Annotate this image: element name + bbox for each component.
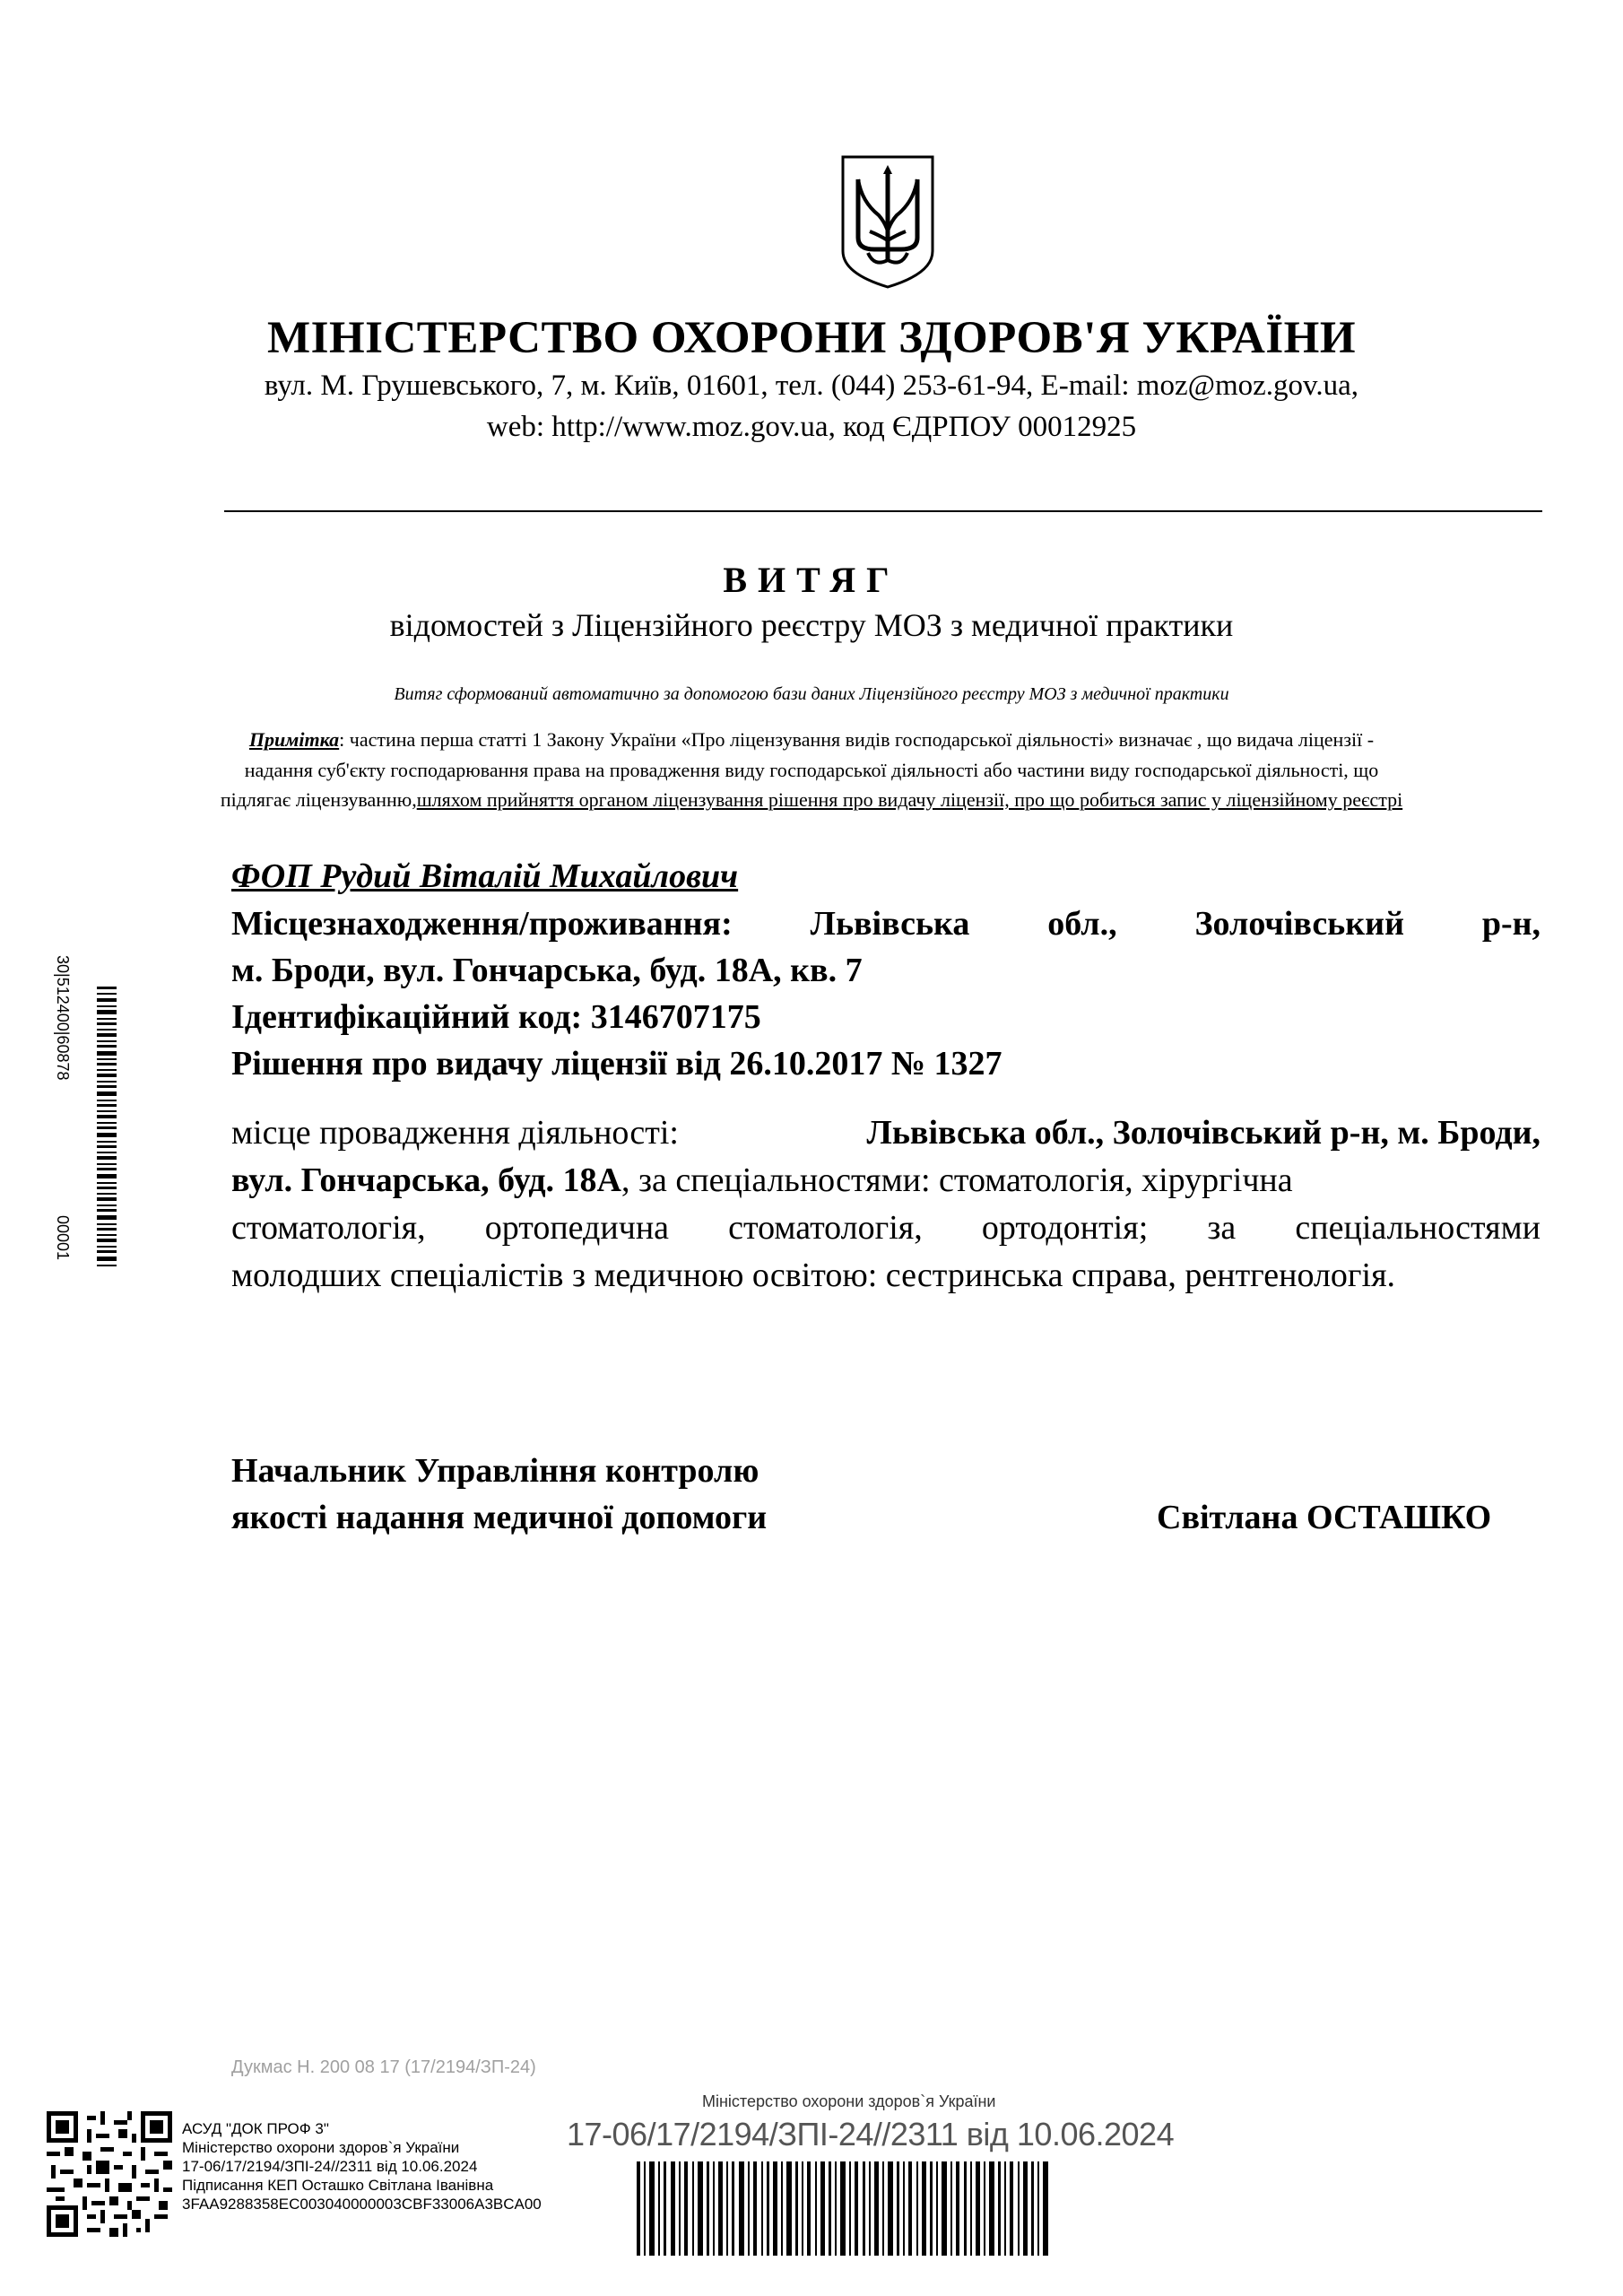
location-word: Львівська xyxy=(810,905,970,943)
ministry-web-and-code: web: http://www.moz.gov.ua, код ЄДРПОУ 00012925 xyxy=(486,411,1137,443)
executor-info: Дукмас Н. 200 08 17 (17/2194/ЗП-24) xyxy=(231,2057,536,2077)
activity-place: Львівська обл., Золочівський р-н, м. Броди, xyxy=(866,1114,1541,1152)
legal-note-label: Примітка xyxy=(248,728,340,751)
activity-word: спеціальностями xyxy=(1295,1209,1541,1247)
signatory-title: Начальник Управління контролю xyxy=(231,1452,759,1490)
identification-code: Ідентифікаційний код: 3146707175 xyxy=(231,998,761,1036)
document-title: ВИТЯГ xyxy=(723,560,900,600)
activity-line: молодших спеціалістів з медичною освітою: сестринська справа, рентгенологія. xyxy=(231,1257,1396,1294)
signatory-title: якості надання медичної допомоги xyxy=(231,1499,768,1536)
legal-note-text: підлягає ліцензуванню, xyxy=(220,788,417,811)
activity-word: ортодонтія; xyxy=(981,1209,1149,1247)
barcode-text: 30|512400|60878 xyxy=(54,955,72,1081)
legal-note-line xyxy=(0,728,1623,752)
activity-street: вул. Гончарська, буд. 18А xyxy=(231,1161,621,1199)
location-word: Золочівський xyxy=(1194,905,1404,943)
legal-note-underlined-text: шляхом прийняття органом ліцензування рішення про видачу ліцензії, про що робиться запис у ліцензійному реєстрі xyxy=(416,788,1403,811)
footer-info-line: АСУД "ДОК ПРОФ 3" xyxy=(182,2120,329,2137)
legal-note-text: : частина перша статті 1 Закону України «Про ліцензування видів господарської діяльності» визначає , що видача ліцензії - xyxy=(339,728,1375,751)
legal-note-line: надання суб'єкту господарювання права на провадження виду господарської діяльності або частини виду господарської діяльності, що xyxy=(244,759,1379,781)
registration-stamp-org: Міністерство охорони здоров`я України xyxy=(702,2092,996,2110)
signatory-name: Світлана ОСТАШКО xyxy=(1157,1499,1492,1536)
qr-code-icon xyxy=(47,2111,172,2237)
licensee-location xyxy=(231,904,1541,944)
barcode-icon xyxy=(628,2161,1058,2256)
document-subtitle: відомостей з Ліцензійного реєстру МОЗ з медичної практики xyxy=(389,607,1234,643)
auto-generated-note: Витяг сформований автоматично за допомогою бази даних Ліцензійного реєстру МОЗ з медичної практики xyxy=(394,684,1229,704)
footer-info-line: 3FAA9288358EC003040000003CBF33006A3BCA00 xyxy=(182,2196,542,2213)
activity-word: за xyxy=(1207,1209,1237,1247)
location-word: Місцезнаходження/проживання: xyxy=(231,905,733,943)
activity-line xyxy=(231,1208,1541,1248)
registration-number: 17-06/17/2194/ЗПІ-24//2311 від 10.06.2024 xyxy=(567,2116,1175,2152)
activity-line xyxy=(231,1161,1541,1200)
trident-coat-of-arms-icon xyxy=(838,152,937,291)
ministry-name: МІНІСТЕРСТВО ОХОРОНИ ЗДОРОВ'Я УКРАЇНИ xyxy=(266,313,1357,363)
activity-line xyxy=(231,1113,1541,1152)
license-decision: Рішення про видачу ліцензії від 26.10.2017 № 1327 xyxy=(231,1045,1002,1083)
footer-info-line: 17-06/17/2194/ЗПІ-24//2311 від 10.06.2024 xyxy=(182,2158,478,2175)
footer-info-line: Підписання КЕП Осташко Світлана Іванівна xyxy=(182,2177,494,2194)
barcode-text: 00001 xyxy=(54,1215,72,1261)
location-word: р-н, xyxy=(1481,905,1541,943)
activity-word: ортопедична xyxy=(484,1209,670,1247)
legal-note-line xyxy=(0,788,1623,812)
activity-label: місце провадження діяльності: xyxy=(231,1114,679,1152)
location-word: обл., xyxy=(1047,905,1117,943)
ministry-address: вул. М. Грушевського, 7, м. Київ, 01601, тел. (044) 253-61-94, E-mail: moz@moz.gov.ua, xyxy=(264,370,1359,402)
activity-specialties: , за спеціальностями: стоматологія, хірургічна xyxy=(621,1161,1293,1199)
licensee-name: ФОП Рудий Віталій Михайлович xyxy=(231,857,739,895)
licensee-address: м. Броди, вул. Гончарська, буд. 18А, кв. 7 xyxy=(231,952,863,989)
vertical-barcode-icon xyxy=(43,951,124,1283)
header-divider xyxy=(224,510,1542,512)
activity-word: стоматологія, xyxy=(728,1209,923,1247)
footer-info-line: Міністерство охорони здоров`я України xyxy=(182,2139,460,2156)
activity-word: стоматологія, xyxy=(231,1209,426,1247)
